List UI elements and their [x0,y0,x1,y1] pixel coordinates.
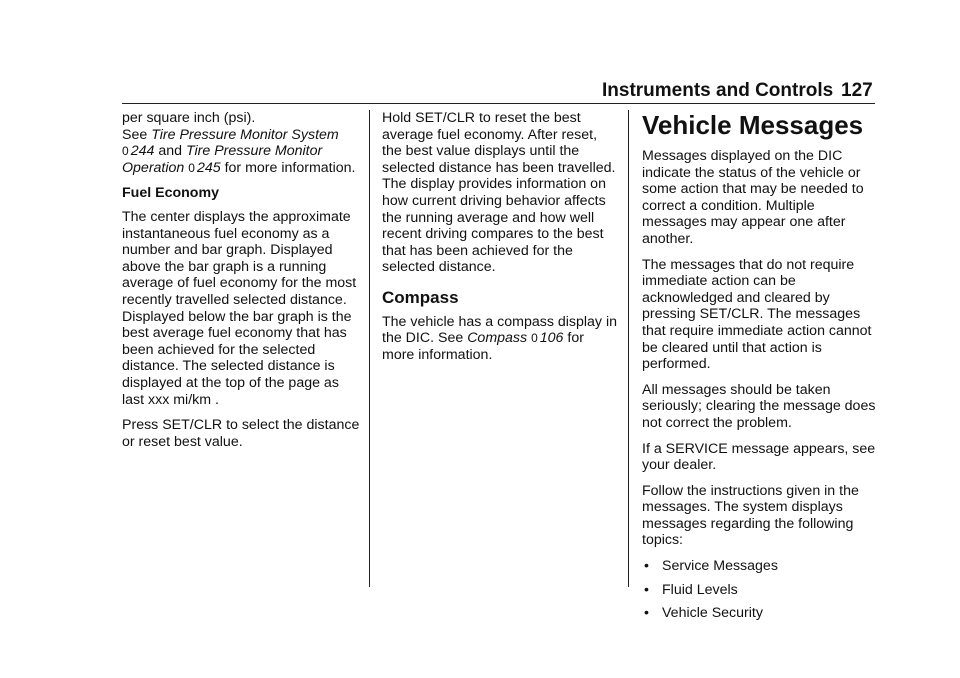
messages-paragraph-1: Messages displayed on the DIC indicate the status of the vehicle or some action that may be needed to correct a condition. Multiple messages may appear one after another. [642,148,864,247]
column-2 [382,110,620,372]
set-clr-paragraph: Press SET/CLR to select the distance or reset best value. [122,417,360,450]
page-ref-icon: 0 [188,160,195,175]
page-header [602,80,873,102]
fuel-economy-paragraph: The center displays the approximate instantaneous fuel economy as a number and bar graph. Displayed above the bar graph is a running average of fuel economy for the most recently travelled selected distance. Displayed below the bar graph is the best average fuel economy that has been achieved for the selected distance. The selected distance is displayed at the top of the page as last xxx mi/km . [122,208,357,408]
page-ref-icon: 0 [531,331,538,346]
tpms-paragraph: per square inch (psi). See Tire Pressure Monitor System 0 244 and Tire Pressure Monitor Operation 0 245 for more information. [122,110,356,176]
page-ref-244[interactable]: 244 [130,143,155,160]
bullet-item: • Fluid Levels [644,581,738,598]
column-divider-1 [369,110,370,587]
compass-paragraph: The vehicle has a compass display in the DIC. See Compass 0 106 for more information. [382,313,618,363]
xref-link-tpms-operation[interactable]: Tire Pressure Monitor [185,143,323,160]
xref-link-tpms-system[interactable]: Tire Pressure Monitor System [151,126,339,143]
compass-heading: Compass [382,287,459,307]
header-rule [122,103,875,104]
page-ref-245[interactable]: 245 [196,159,221,176]
bullet-icon: • [644,558,649,575]
fuel-economy-heading: Fuel Economy [122,185,219,202]
column-3 [642,110,880,629]
xref-link-tpms-operation-cont[interactable]: Operation [122,159,185,176]
page-ref-icon: 0 [122,144,129,159]
column-1 [122,110,360,459]
messages-paragraph-5: Follow the instructions given in the messages. The system displays messages regarding the following topics: [642,482,859,549]
bullet-icon: • [644,581,649,598]
messages-paragraph-4: If a SERVICE message appears, see your dealer. [642,440,876,474]
messages-paragraph-3: All messages should be taken seriously; clearing the message does not correct the problem. [642,381,876,431]
reset-paragraph: Hold SET/CLR to reset the best average fuel economy. After reset, the best value displays until the selected distance has been travelled. The display provides information on how current driving behavior affects the running average and how well recent driving compares to the best that has been achieved for the selected distance. [382,110,616,276]
section-title: Instruments and Controls [602,80,834,101]
messages-paragraph-2: The messages that do not require immediate action can be acknowledged and cleared by pressing SET/CLR. The messages that require immediate action cannot be cleared until that action is performed. [642,256,872,373]
bullet-item: • Service Messages [644,558,778,575]
vehicle-messages-title: Vehicle Messages [642,110,864,140]
bullet-icon: • [644,605,649,622]
bullet-item: • Vehicle Security [644,605,763,622]
page-ref-106[interactable]: 106 [539,330,564,347]
xref-link-compass[interactable]: Compass [467,330,528,347]
page-number: 127 [841,80,873,101]
column-divider-2 [628,110,629,587]
